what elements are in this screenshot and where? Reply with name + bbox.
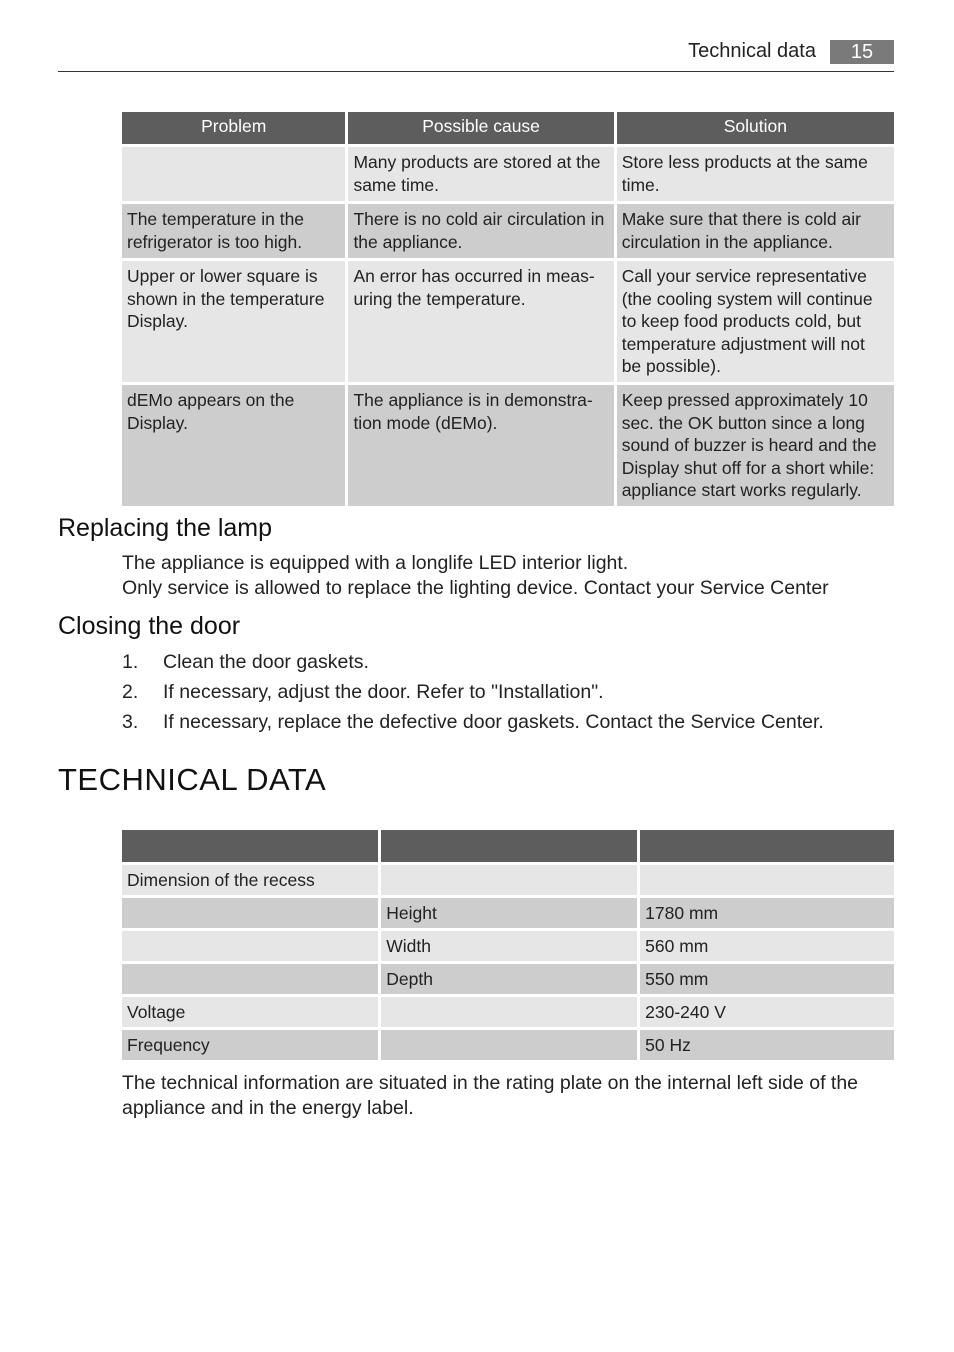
value-cell: 230-240 V [640,997,894,1027]
lamp-text-line-2: Only service is allowed to replace the lighting device. Contact your Service Center [122,577,829,599]
value-cell: 550 mm [640,964,894,994]
technical-data-table [119,827,897,1063]
sub-cell [381,1030,637,1060]
table-row [122,1030,894,1060]
column-header-solution: Solution [617,112,894,144]
header-title: Technical data [688,40,816,62]
sub-cell: Depth [381,964,637,994]
troubleshooting-table [119,109,897,509]
solution-cell: Store less products at the same time. [617,147,894,201]
sub-cell: Height [381,898,637,928]
solution-cell: Make sure that there is cold air circulation in the appliance. [617,204,894,258]
value-cell [640,865,894,895]
problem-cell: Upper or lower square is shown in the temperature Display. [122,261,345,382]
step-number: 2. [122,681,139,703]
column-header-cause: Possible cause [348,112,613,144]
value-cell: 560 mm [640,931,894,961]
section-heading-lamp: Replacing the lamp [58,514,273,542]
step-number: 1. [122,651,139,673]
label-cell [122,931,378,961]
list-item [122,680,882,710]
step-text: Clean the door gaskets. [163,651,369,673]
table-row [122,385,894,506]
problem-cell: dEMo appears on the Display. [122,385,345,506]
technical-note: The technical information are situated in the rating plate on the internal left side of the appliance and in the energy label. [122,1072,859,1119]
step-text: If necessary, replace the defective door gaskets. Contact the Service Center. [163,711,824,733]
step-number: 3. [122,711,139,733]
page-number: 15 [830,40,894,64]
table-row [122,898,894,928]
list-item [122,650,882,680]
table-row [122,204,894,258]
label-cell: Frequency [122,1030,378,1060]
value-cell: 50 Hz [640,1030,894,1060]
section-heading-door: Closing the door [58,612,241,640]
lamp-text-line-1: The appliance is equipped with a longlife LED interior light. [122,552,629,574]
solution-cell: Call your service representative (the cooling system will continue to keep food products cold, but temperature adjustment will not be possible). [617,261,894,382]
column-header-problem: Problem [122,112,345,144]
column-header [122,830,378,862]
solution-cell: Keep pressed approximately 10 sec. the OK button since a long sound of buzzer is heard and the Display shut off for a short while: appliance start works regularly. [617,385,894,506]
table-row [122,865,894,895]
cause-cell: Many products are stored at the same time. [348,147,613,201]
label-cell [122,898,378,928]
column-header [381,830,637,862]
table-row [122,261,894,382]
table-header-row [122,112,894,144]
cause-cell: An error has occurred in meas-uring the temperature. [348,261,613,382]
list-item [122,710,882,740]
sub-cell: Width [381,931,637,961]
value-cell: 1780 mm [640,898,894,928]
step-text: If necessary, adjust the door. Refer to "Installation". [163,681,604,703]
cause-cell: There is no cold air circulation in the appliance. [348,204,613,258]
door-steps-list [122,650,882,740]
section-heading-technical: TECHNICAL DATA [58,762,327,797]
label-cell: Voltage [122,997,378,1027]
table-header-row [122,830,894,862]
problem-cell [122,147,345,201]
page-header [58,38,894,72]
cause-cell: The appliance is in demonstra-tion mode (dEMo). [348,385,613,506]
sub-cell [381,997,637,1027]
table-row [122,931,894,961]
problem-cell: The temperature in the refrigerator is too high. [122,204,345,258]
column-header [640,830,894,862]
sub-cell [381,865,637,895]
table-row [122,964,894,994]
label-cell: Dimension of the recess [122,865,378,895]
label-cell [122,964,378,994]
table-row [122,147,894,201]
table-row [122,997,894,1027]
